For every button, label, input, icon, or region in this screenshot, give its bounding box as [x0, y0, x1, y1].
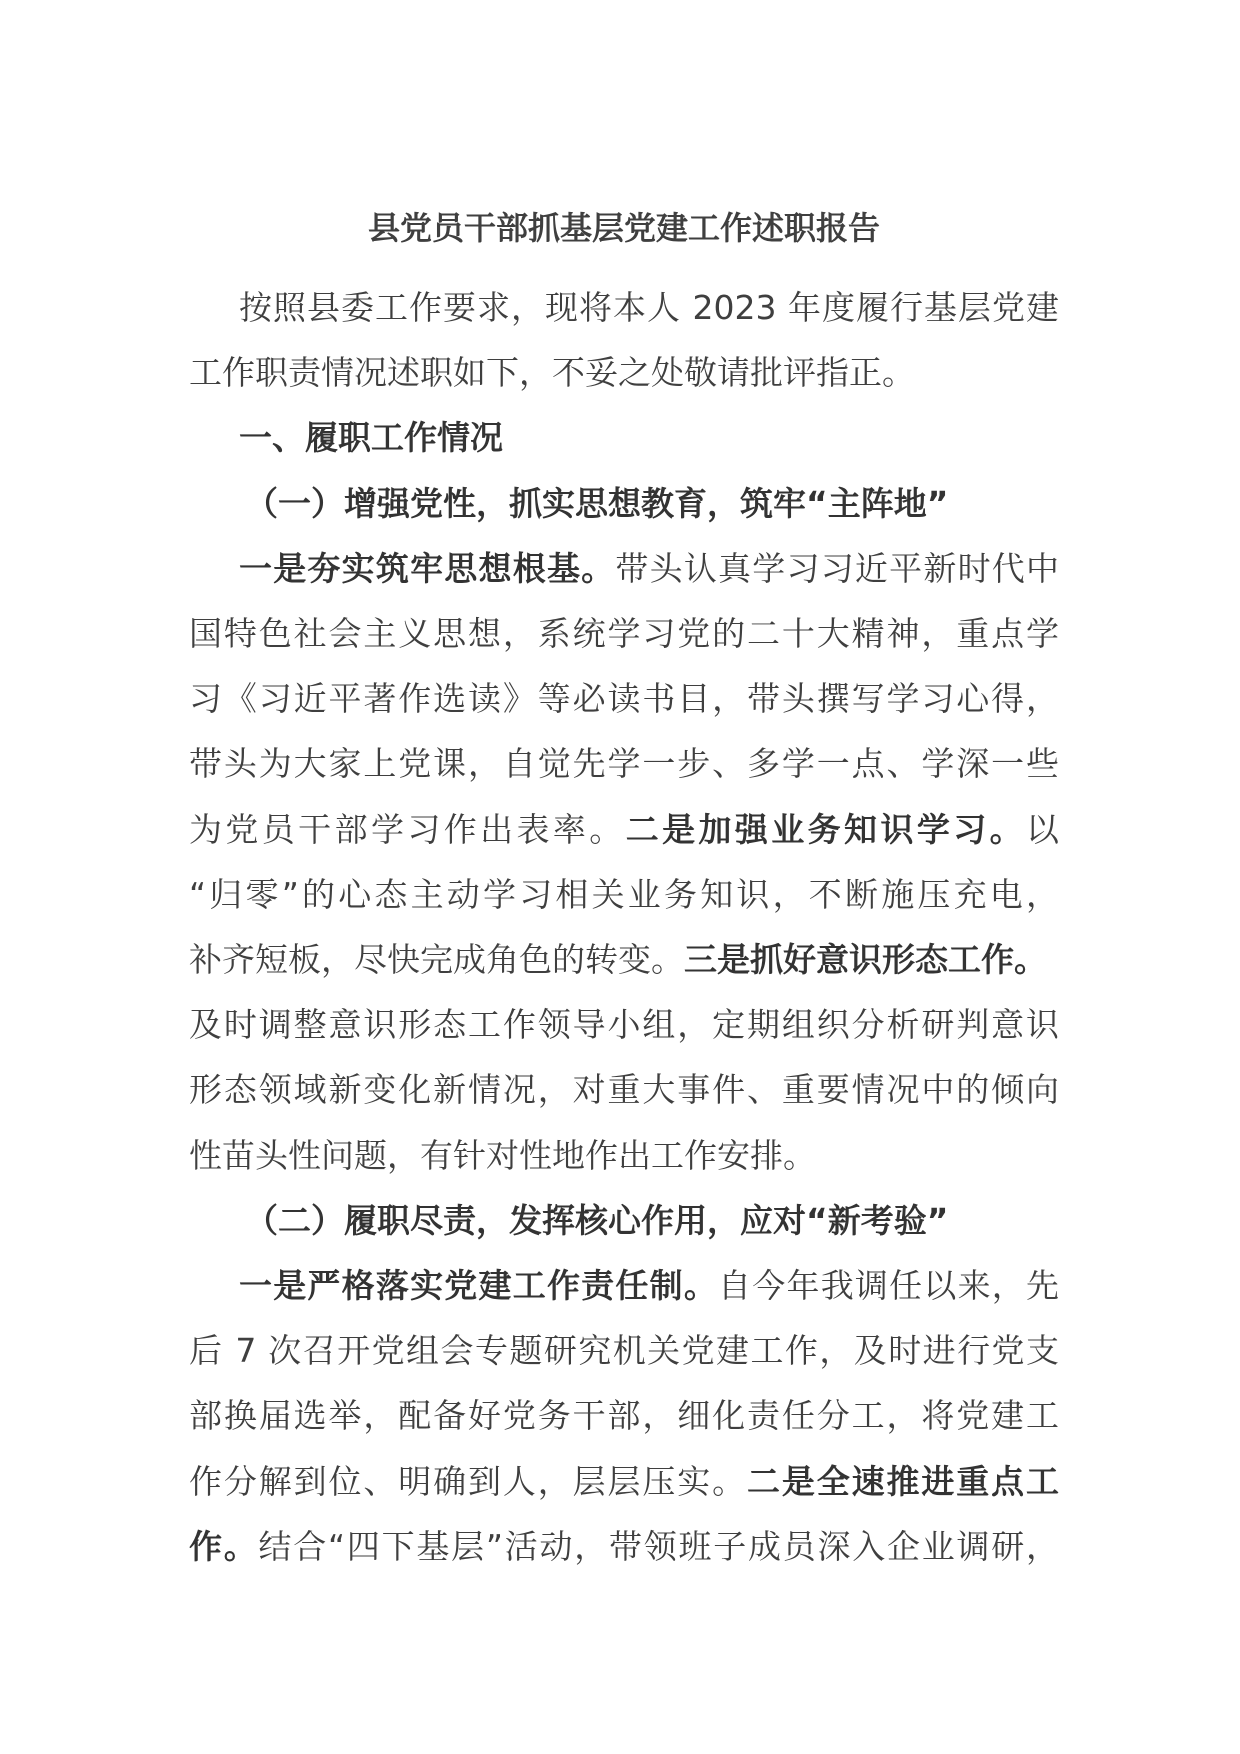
paragraph-line [189, 1449, 1059, 1514]
document-title: 县党员干部抓基层党建工作述职报告 [367, 209, 880, 247]
paragraph-line [189, 731, 1059, 796]
paragraph-line [189, 601, 1059, 666]
paragraph-line [189, 992, 1059, 1057]
paragraph-line [189, 1253, 1059, 1318]
body-text: 作分解到位、明确到人，层层压实。 [189, 1461, 747, 1501]
paragraph-line [189, 927, 1059, 992]
body-text: 按照县委工作要求，现将本人 2023 年度履行基层党建 [239, 288, 1059, 327]
body-text: 部换届选举，配备好党务干部，细化责任分工，将党建工 [189, 1396, 1059, 1436]
paragraph-line [189, 340, 1059, 405]
paragraph-line [189, 405, 1059, 470]
body-text: 以 [1026, 809, 1060, 849]
paragraph-line [189, 1057, 1059, 1122]
paragraph-line [189, 862, 1059, 927]
body-text: 及时调整意识形态工作领导小组，定期组织分析研判意识 [189, 1005, 1059, 1045]
bold-text: 一是严格落实党建工作责任制。 [239, 1266, 719, 1305]
bold-text: 一是夯实筑牢思想根基。 [239, 548, 616, 588]
body-text: 国特色社会主义思想，系统学习党的二十大精神，重点学 [189, 614, 1059, 653]
bold-text: （二）履职尽责，发挥核心作用，应对“新考验” [245, 1200, 949, 1240]
bold-text: 三是抓好意识形态工作。 [684, 940, 1047, 979]
paragraph-line [189, 1188, 1059, 1253]
paragraph-line [189, 797, 1059, 862]
bold-text: 作。 [189, 1526, 259, 1566]
body-text: 工作职责情况述职如下，不妥之处敬请批评指正。 [189, 353, 915, 393]
paragraph-line [189, 275, 1059, 340]
paragraph-line [189, 1123, 1059, 1188]
paragraph-line [189, 666, 1059, 731]
body-text: 结合“四下基层”活动，带领班子成员深入企业调研， [258, 1526, 1060, 1566]
bold-text: 二是加强业务知识学习。 [625, 809, 1027, 849]
body-text: 习《习近平著作选读》等必读书目，带头撰写学习心得， [189, 679, 1059, 719]
body-text: 为党员干部学习作出表率。 [189, 809, 626, 849]
bold-text: 一、履职工作情况 [239, 418, 503, 458]
paragraph-line [189, 1383, 1059, 1448]
body-text: 自今年我调任以来，先 [718, 1266, 1060, 1305]
body-text: 带头认真学习习近平新时代中 [615, 548, 1060, 588]
bold-text: 二是全速推进重点工 [747, 1461, 1059, 1501]
body-text: 补齐短板，尽快完成角色的转变。 [189, 940, 684, 979]
body-text: 后 7 次召开党组会专题研究机关党建工作，及时进行党支 [189, 1331, 1059, 1371]
paragraph-line [189, 471, 1059, 536]
body-text: 形态领域新变化新情况，对重大事件、重要情况中的倾向 [189, 1070, 1059, 1110]
paragraph-line [189, 1514, 1059, 1579]
body-text: 性苗头性问题，有针对性地作出工作安排。 [189, 1135, 816, 1175]
paragraph-line [189, 536, 1059, 601]
paragraph-line [189, 1318, 1059, 1383]
bold-text: （一）增强党性，抓实思想教育，筑牢“主阵地” [245, 483, 949, 523]
body-text: 带头为大家上党课，自觉先学一步、多学一点、学深一些 [189, 744, 1059, 784]
body-text: “归零”的心态主动学习相关业务知识，不断施压充电， [189, 874, 1059, 914]
